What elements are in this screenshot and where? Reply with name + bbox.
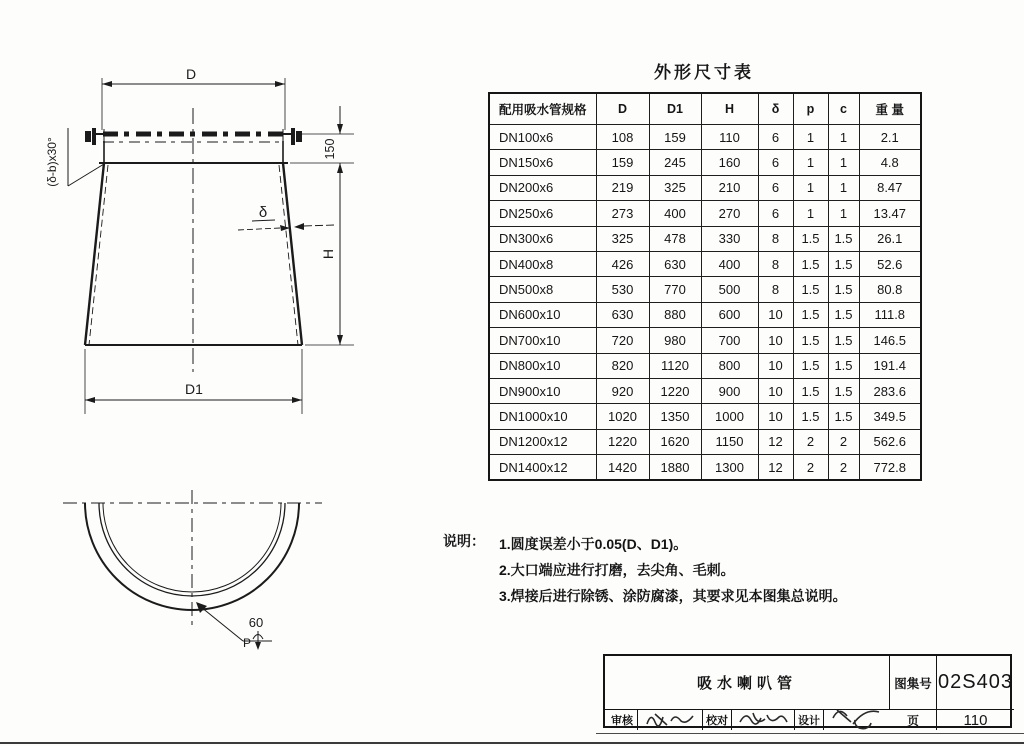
table-cell: DN800x10 xyxy=(489,353,596,378)
col-weight: 重 量 xyxy=(859,93,921,125)
table-cell: 10 xyxy=(758,378,793,403)
col-delta: δ xyxy=(758,93,793,125)
col-d: D xyxy=(596,93,649,125)
table-cell: 1 xyxy=(828,125,859,150)
table-row xyxy=(489,125,921,150)
bolt-stub-right xyxy=(283,128,302,145)
table-cell: 108 xyxy=(596,125,649,150)
table-cell: 283.6 xyxy=(859,378,921,403)
notes-lines xyxy=(499,531,847,609)
table-title: 外形尺寸表 xyxy=(654,63,754,82)
table-row xyxy=(489,353,921,378)
table-cell: 6 xyxy=(758,150,793,175)
table-cell: 1.5 xyxy=(828,378,859,403)
table-cell: 1.5 xyxy=(793,302,828,327)
table-row xyxy=(489,226,921,251)
table-cell: 146.5 xyxy=(859,328,921,353)
col-d1: D1 xyxy=(649,93,701,125)
table-row xyxy=(489,328,921,353)
table-cell: 500 xyxy=(701,277,758,302)
table-cell: 630 xyxy=(649,251,701,276)
table-cell: 8.47 xyxy=(859,175,921,200)
table-cell: 1 xyxy=(793,125,828,150)
table-cell: DN1400x12 xyxy=(489,455,596,481)
table-cell: DN150x6 xyxy=(489,150,596,175)
table-row xyxy=(489,455,921,481)
table-cell: 426 xyxy=(596,251,649,276)
checker-signature-scribble xyxy=(735,710,791,730)
table-cell: 325 xyxy=(649,175,701,200)
table-cell: 880 xyxy=(649,302,701,327)
note-2: 2.大口端应进行打磨，去尖角、毛刺。 xyxy=(499,562,735,578)
table-cell: 6 xyxy=(758,201,793,226)
weld-letter-label: P xyxy=(242,636,252,650)
dim-h-label: H xyxy=(320,248,336,260)
table-cell: 219 xyxy=(596,175,649,200)
table-cell: 530 xyxy=(596,277,649,302)
signature-checker xyxy=(732,710,795,730)
table-row xyxy=(489,404,921,429)
designer-signature-scribble xyxy=(827,710,885,730)
table-cell: 1220 xyxy=(596,429,649,454)
table-cell: 10 xyxy=(758,404,793,429)
col-h: H xyxy=(701,93,758,125)
table-cell: DN900x10 xyxy=(489,378,596,403)
table-cell: 273 xyxy=(596,201,649,226)
table-cell: 6 xyxy=(758,175,793,200)
col-spec: 配用吸水管规格 xyxy=(489,93,596,125)
table-cell: 2 xyxy=(828,429,859,454)
table-cell: 1.5 xyxy=(793,251,828,276)
col-c: c xyxy=(828,93,859,125)
table-cell: 700 xyxy=(701,328,758,353)
table-cell: 1.5 xyxy=(828,277,859,302)
table-cell: 1120 xyxy=(649,353,701,378)
table-cell: 1350 xyxy=(649,404,701,429)
table-cell: 1.5 xyxy=(793,226,828,251)
table-cell: 772.8 xyxy=(859,455,921,481)
table-cell: DN1000x10 xyxy=(489,404,596,429)
table-cell: 160 xyxy=(701,150,758,175)
table-cell: 820 xyxy=(596,353,649,378)
dim-d1-label: D1 xyxy=(185,381,203,397)
table-cell: 720 xyxy=(596,328,649,353)
reviewer-signature-scribble xyxy=(641,710,699,730)
dim-150-label: 150 xyxy=(323,138,337,160)
table-cell: 8 xyxy=(758,251,793,276)
table-cell: DN250x6 xyxy=(489,201,596,226)
bolt-stub-left xyxy=(85,128,104,145)
table-cell: 400 xyxy=(649,201,701,226)
table-row xyxy=(489,201,921,226)
page-label: 页 xyxy=(890,710,937,730)
table-cell: 1880 xyxy=(649,455,701,481)
table-header-row xyxy=(489,93,921,125)
page-number: 110 xyxy=(963,711,988,729)
table-cell: 1.5 xyxy=(828,302,859,327)
table-cell: 1.5 xyxy=(828,226,859,251)
title-block-underline xyxy=(596,733,1024,734)
table-row xyxy=(489,302,921,327)
signature-designer xyxy=(824,710,888,730)
table-cell: 1 xyxy=(828,175,859,200)
table-cell: 1 xyxy=(828,201,859,226)
table-cell: 1 xyxy=(793,175,828,200)
table-cell: 12 xyxy=(758,429,793,454)
table-cell: 10 xyxy=(758,328,793,353)
checker-label: 校对 xyxy=(703,710,732,730)
table-cell: DN200x6 xyxy=(489,175,596,200)
table-cell: 400 xyxy=(701,251,758,276)
table-cell: 478 xyxy=(649,226,701,251)
table-cell: 330 xyxy=(701,226,758,251)
atlas-no-label: 图集号 xyxy=(890,656,937,710)
bell-mouth-drawing xyxy=(0,0,440,680)
table-cell: 1.5 xyxy=(828,404,859,429)
note-3: 3.焊接后进行除锈、涂防腐漆，其要求见本图集总说明。 xyxy=(499,588,847,604)
table-cell: 191.4 xyxy=(859,353,921,378)
weld-size-label: 60 xyxy=(248,615,264,630)
table-cell: 1.5 xyxy=(793,328,828,353)
table-cell: 1 xyxy=(828,150,859,175)
table-cell: DN400x8 xyxy=(489,251,596,276)
table-cell: 2 xyxy=(793,455,828,481)
table-cell: 6 xyxy=(758,125,793,150)
table-row xyxy=(489,251,921,276)
table-cell: 900 xyxy=(701,378,758,403)
table-cell: 1.5 xyxy=(793,404,828,429)
table-cell: 980 xyxy=(649,328,701,353)
table-cell: 1.5 xyxy=(793,378,828,403)
table-cell: 920 xyxy=(596,378,649,403)
reviewer-label: 审核 xyxy=(607,710,638,730)
table-cell: 1 xyxy=(793,150,828,175)
table-cell: 1.5 xyxy=(828,353,859,378)
table-cell: 1.5 xyxy=(793,353,828,378)
table-row xyxy=(489,277,921,302)
note-1: 1.圆度误差小于0.05(D、D1)。 xyxy=(499,536,688,552)
col-p: p xyxy=(793,93,828,125)
table-row xyxy=(489,175,921,200)
notes xyxy=(443,531,847,609)
table-cell: 770 xyxy=(649,277,701,302)
table-row xyxy=(489,150,921,175)
sheet-bottom-frame xyxy=(0,742,1024,744)
table-cell: 1.5 xyxy=(828,328,859,353)
table-cell: 12 xyxy=(758,455,793,481)
table-cell: 2 xyxy=(793,429,828,454)
table-cell: 1620 xyxy=(649,429,701,454)
drawing-title: 吸水喇叭管 xyxy=(605,656,890,710)
table-cell: 2.1 xyxy=(859,125,921,150)
table-cell: DN300x6 xyxy=(489,226,596,251)
table-row xyxy=(489,378,921,403)
table-cell: 26.1 xyxy=(859,226,921,251)
table-cell: DN100x6 xyxy=(489,125,596,150)
table-cell: 2 xyxy=(828,455,859,481)
dimensions-table xyxy=(488,92,922,481)
table-cell: 1300 xyxy=(701,455,758,481)
plan-view xyxy=(63,490,322,625)
table-cell: 562.6 xyxy=(859,429,921,454)
table-cell: 1.5 xyxy=(828,251,859,276)
table-cell: DN1200x12 xyxy=(489,429,596,454)
table-cell: 10 xyxy=(758,302,793,327)
designer-label: 设计 xyxy=(795,710,824,730)
atlas-no-value: 02S403 xyxy=(937,656,1014,710)
table-cell: 111.8 xyxy=(859,302,921,327)
table-cell: 800 xyxy=(701,353,758,378)
signature-reviewer xyxy=(638,710,703,730)
chamfer-label: (δ-b)x30° xyxy=(45,137,59,187)
table-cell: 1.5 xyxy=(793,277,828,302)
table-cell: 1020 xyxy=(596,404,649,429)
dim-d-label: D xyxy=(185,66,197,82)
table-cell: 325 xyxy=(596,226,649,251)
table-cell: 159 xyxy=(596,150,649,175)
table-cell: DN600x10 xyxy=(489,302,596,327)
table-cell: 349.5 xyxy=(859,404,921,429)
wall-thickness-callout xyxy=(238,220,334,231)
table-cell: 10 xyxy=(758,353,793,378)
table-cell: DN500x8 xyxy=(489,277,596,302)
table-cell: 1420 xyxy=(596,455,649,481)
wall-thickness-label: δ xyxy=(258,204,268,221)
notes-label: 说明： xyxy=(443,533,485,549)
table-cell: 4.8 xyxy=(859,150,921,175)
table-cell: 1150 xyxy=(701,429,758,454)
table-cell: 1000 xyxy=(701,404,758,429)
table-cell: 1220 xyxy=(649,378,701,403)
title-block xyxy=(603,654,1012,728)
table-cell: 80.8 xyxy=(859,277,921,302)
table-cell: 159 xyxy=(649,125,701,150)
table-cell: 110 xyxy=(701,125,758,150)
signature-row xyxy=(605,710,890,730)
table-cell: 270 xyxy=(701,201,758,226)
table-cell: 210 xyxy=(701,175,758,200)
table-cell: 245 xyxy=(649,150,701,175)
table-cell: 8 xyxy=(758,226,793,251)
table-cell: 600 xyxy=(701,302,758,327)
table-cell: 52.6 xyxy=(859,251,921,276)
table-row xyxy=(489,429,921,454)
table-cell: 1 xyxy=(793,201,828,226)
table-cell: 8 xyxy=(758,277,793,302)
table-cell: 630 xyxy=(596,302,649,327)
table-cell: DN700x10 xyxy=(489,328,596,353)
table-cell: 13.47 xyxy=(859,201,921,226)
